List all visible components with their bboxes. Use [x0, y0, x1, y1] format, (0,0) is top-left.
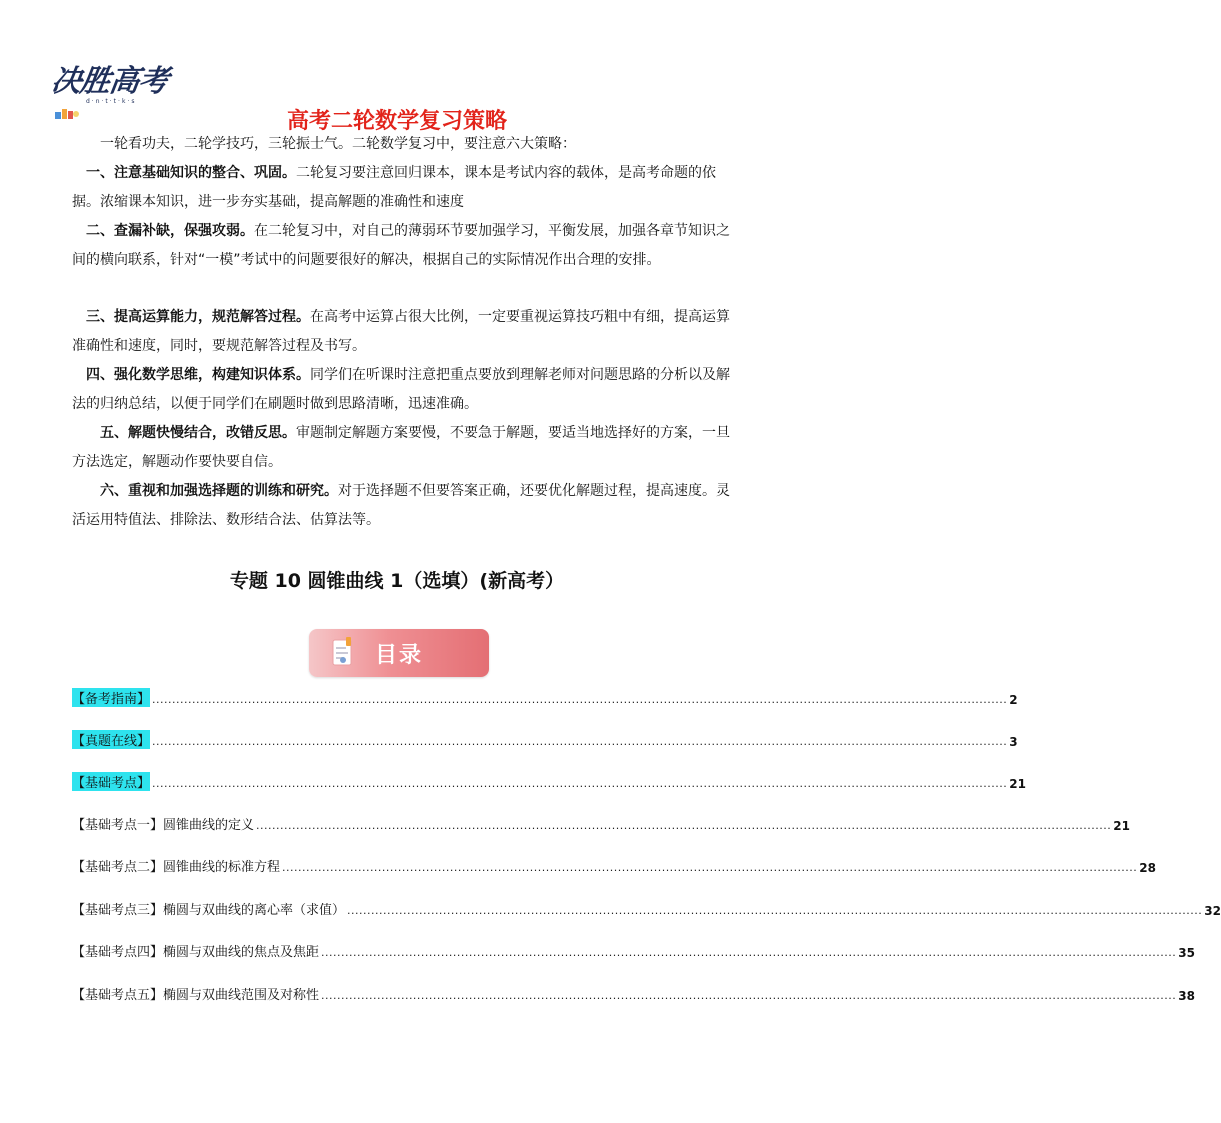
strategy-heading: 六、重视和加强选择题的训练和研究。 — [100, 483, 338, 499]
toc-leader-dots: ...................................................................................................................................................................................................................... — [152, 777, 1008, 790]
toc-leader-dots: ...................................................................................................................................................................................................................... — [321, 989, 1177, 1002]
strategy-paragraph-6 — [72, 477, 732, 535]
toc-leader-dots: ...................................................................................................................................................................................................................... — [152, 735, 1008, 748]
page-title-text: 高考二轮数学复习策略 — [286, 109, 507, 134]
toc-entry[interactable] — [72, 855, 1156, 875]
toc-page-number: 21 — [1009, 777, 1026, 791]
toc-entry-label: 【基础考点二】圆锥曲线的标准方程 — [72, 860, 281, 875]
strategy-text: 二轮复习要注意回归课本，课本是考试内容的载体，是高考命题的依据。浓缩课本知识，进一步夯实基础，提高解题的准确性和速度 — [72, 165, 716, 210]
toc-leader-dots: ...................................................................................................................................................................................................................... — [282, 861, 1138, 874]
toc-page-number: 2 — [1009, 693, 1018, 707]
strategy-paragraph-5 — [72, 419, 732, 477]
toc-leader-dots: ...................................................................................................................................................................................................................... — [321, 946, 1177, 959]
toc-page-number: 35 — [1178, 946, 1195, 960]
logo-subtext: d·n·t·t·k·s — [86, 98, 137, 105]
intro-text: 一轮看功夫，二轮学技巧，三轮振士气。二轮数学复习中，要注意六大策略： — [100, 136, 576, 152]
strategy-paragraph-3 — [72, 303, 732, 361]
toc-entry-label: 【基础考点】 — [72, 772, 150, 791]
toc-page-number: 3 — [1009, 735, 1018, 749]
toc-entry-label: 【基础考点五】椭圆与双曲线范围及对称性 — [72, 988, 320, 1003]
toc-leader-dots: ...................................................................................................................................................................................................................... — [256, 819, 1112, 832]
toc-page-number: 32 — [1204, 904, 1221, 918]
toc-leader-dots: ...................................................................................................................................................................................................................... — [152, 693, 1008, 706]
strategy-text: 审题制定解题方案要慢，不要急于解题，要适当地选择好的方案，一旦方法选定，解题动作要快要自信。 — [72, 425, 730, 470]
toc-entry[interactable] — [72, 940, 1195, 960]
toc-entry-label: 【基础考点一】圆锥曲线的定义 — [72, 818, 255, 833]
intro-paragraph — [72, 130, 732, 159]
strategy-text: 在高考中运算占很大比例，一定要重视运算技巧粗中有细，提高运算准确性和速度，同时，要规范解答过程及书写。 — [72, 309, 730, 354]
topic-title: 专题 10 圆锥曲线 1（选填）(新高考） — [229, 570, 565, 592]
toc-heading: 目录 — [375, 643, 424, 668]
document-icon — [331, 637, 355, 667]
toc-entry[interactable] — [72, 687, 1018, 707]
toc-entry-label: 【基础考点三】椭圆与双曲线的离心率（求值） — [72, 903, 346, 918]
strategy-text: 在二轮复习中，对自己的薄弱环节要加强学习，平衡发展，加强各章节知识之间的横向联系，针对“一模”考试中的问题要很好的解决，根据自己的实际情况作出合理的安排。 — [72, 223, 730, 268]
toc-page-number: 28 — [1139, 861, 1156, 875]
toc-entry[interactable] — [72, 771, 1026, 791]
toc-entry[interactable] — [72, 983, 1195, 1003]
toc-page-number: 21 — [1113, 819, 1130, 833]
strategy-heading: 五、解题快慢结合，改错反思。 — [100, 425, 296, 441]
toc-heading-badge — [309, 629, 489, 677]
strategy-paragraph-4 — [72, 361, 732, 419]
strategy-heading: 二、查漏补缺，保强攻弱。 — [86, 223, 254, 239]
toc-entry-label: 【真题在线】 — [72, 730, 150, 749]
toc-leader-dots: ...................................................................................................................................................................................................................... — [347, 904, 1203, 917]
toc-entry-label: 【基础考点四】椭圆与双曲线的焦点及焦距 — [72, 945, 320, 960]
toc-entry[interactable] — [72, 898, 1221, 918]
toc-entry[interactable] — [72, 729, 1018, 749]
strategy-heading: 四、强化数学思维，构建知识体系。 — [86, 367, 310, 383]
toc-page-number: 38 — [1178, 989, 1195, 1003]
strategy-heading: 三、提高运算能力，规范解答过程。 — [86, 309, 310, 325]
toc-entry[interactable] — [72, 813, 1130, 833]
strategy-heading: 一、注意基础知识的整合、巩固。 — [86, 165, 296, 181]
strategy-text: 对于选择题不但要答案正确，还要优化解题过程，提高速度。灵活运用特值法、排除法、数形结合法、估算法等。 — [72, 483, 730, 528]
toc-entry-label: 【备考指南】 — [72, 688, 150, 707]
logo-text: 决胜高考 — [49, 64, 170, 99]
strategy-text: 同学们在听课时注意把重点要放到理解老师对问题思路的分析以及解法的归纳总结，以便于同学们在刷题时做到思路清晰，迅速准确。 — [72, 367, 730, 412]
strategy-paragraph-2 — [72, 217, 732, 275]
strategy-paragraph-1 — [72, 159, 732, 217]
